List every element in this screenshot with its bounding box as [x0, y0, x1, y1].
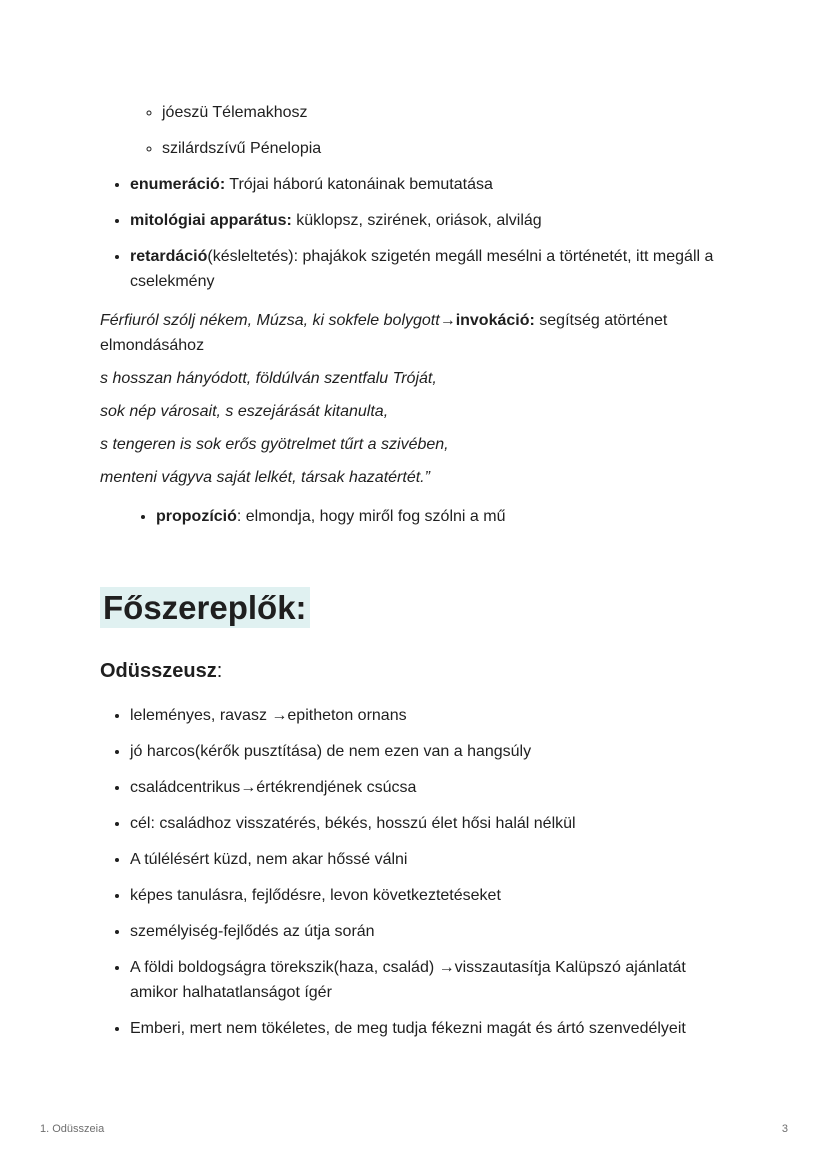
- quote-line: [100, 465, 728, 490]
- footer-page-number: 3: [781, 1123, 788, 1135]
- list-item: [130, 172, 728, 197]
- list-item: [130, 883, 728, 908]
- sub-bullet-list: [100, 100, 728, 161]
- main-heading: [100, 587, 728, 629]
- list-item-text: leleményes, ravasz →epitheton ornans: [130, 707, 407, 724]
- list-item: [130, 703, 728, 728]
- list-item-text: cél: családhoz visszatérés, békés, hosszú élet hősi halál nélkül: [130, 815, 576, 832]
- quote-line: [100, 399, 728, 424]
- quote-italic-text: menteni vágyva saját lelkét, társak hazatértét.”: [100, 469, 430, 486]
- term-definition: Trójai háború katonáinak bemutatása: [225, 176, 493, 193]
- list-item: [130, 739, 728, 764]
- term-definition: (késleltetés): phajákok szigetén megáll mesélni a történetét, itt megáll a cselekmény: [130, 248, 714, 290]
- list-item-text: személyiség-fejlődés az útja során: [130, 923, 375, 940]
- term-label: enumeráció:: [130, 176, 226, 193]
- list-item: [130, 811, 728, 836]
- term-label: propozíció: [156, 508, 237, 525]
- term-definition: küklopsz, szirének, oriások, alvilág: [291, 212, 542, 229]
- list-item: [130, 919, 728, 944]
- propozicio-list: [100, 504, 728, 529]
- quote-italic-text: sok nép városait, s eszejárását kitanulta,: [100, 403, 389, 420]
- sub-heading-text: Odüsszeusz: [100, 660, 217, 682]
- list-item-text: A földi boldogságra törekszik(haza, család) →visszautasítja Kalüpszó ajánlatát amikor halhatatlanságot ígér: [130, 959, 686, 1001]
- quote-line: [100, 366, 728, 391]
- term-definition: segítség atörténet elmondásához: [100, 312, 668, 354]
- list-item-text: szilárdszívű Pénelopia: [162, 140, 322, 157]
- term-definition: : elmondja, hogy miről fog szólni a mű: [236, 508, 506, 525]
- list-item: [156, 504, 728, 529]
- highlighted-heading-text: Főszereplők:: [100, 587, 310, 628]
- quote-line: [100, 432, 728, 457]
- literary-device-list: [100, 172, 728, 294]
- list-item-text: családcentrikus→értékrendjének csúcsa: [130, 779, 417, 796]
- list-item: [130, 1016, 728, 1041]
- arrow-glyph: →: [439, 312, 456, 329]
- list-item: [130, 847, 728, 872]
- list-item-text: jóeszü Télemakhosz: [162, 104, 308, 121]
- quote-italic-text: s hosszan hányódott, földúlván szentfalu Tróját,: [100, 370, 437, 387]
- list-item-text: jó harcos(kérők pusztítása) de nem ezen van a hangsúly: [130, 743, 532, 760]
- term-label: invokáció:: [455, 312, 535, 329]
- quote-line: [100, 308, 728, 358]
- term-label: retardáció: [130, 248, 208, 265]
- quote-italic-text: Férfiuról szólj nékem, Múzsa, ki sokfele bolygott: [100, 312, 440, 329]
- term-label: mitológiai apparátus:: [130, 212, 292, 229]
- list-item: [162, 136, 728, 161]
- list-item-text: Emberi, mert nem tökéletes, de meg tudja fékezni magát és ártó szenvedélyeit: [130, 1020, 686, 1037]
- page-footer: [40, 1123, 788, 1135]
- quote-italic-text: s tengeren is sok erős gyötrelmet tűrt a szivében,: [100, 436, 449, 453]
- list-item: [130, 955, 728, 1005]
- list-item: [130, 208, 728, 233]
- sub-heading: [100, 657, 728, 685]
- sub-heading-colon: :: [216, 660, 223, 682]
- list-item: [162, 100, 728, 125]
- list-item-text: képes tanulásra, fejlődésre, levon következtetéseket: [130, 887, 501, 904]
- list-item-text: A túlélésért küzd, nem akar hőssé válni: [130, 851, 408, 868]
- character-trait-list: [100, 703, 728, 1041]
- list-item: [130, 244, 728, 294]
- footer-breadcrumb: 1. Odüsszeia: [40, 1123, 105, 1135]
- list-item: [130, 775, 728, 800]
